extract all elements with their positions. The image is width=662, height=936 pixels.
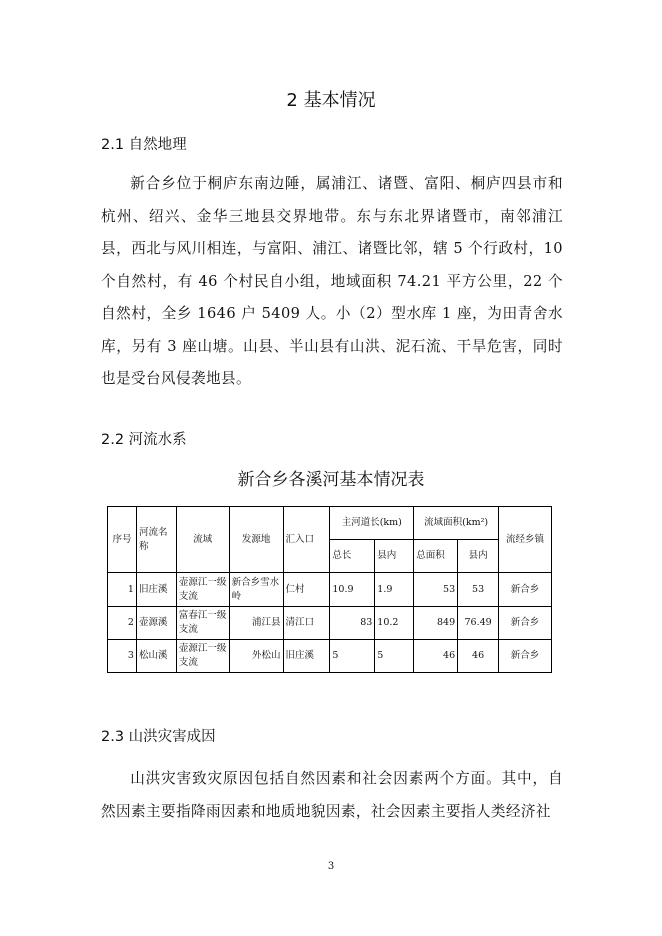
cell-river-name: 旧庄溪 bbox=[136, 573, 176, 607]
cell-river-name: 松山溪 bbox=[136, 640, 176, 673]
paragraph-natural-geography: 新合乡位于桐庐东南边陲，属浦江、诸暨、富阳、桐庐四县市和杭州、绍兴、金华三地县交界地带。东与东北界诸暨市，南邻浦江县，西北与风川相连，与富阳、浦江、诸暨比邻，辖 5 个行政村，10 个自然村，有 46 个村民自小组，地域面积 74.21 平方公里，22 个自然村，全乡 1646 户 5409 人。小（2）型水库 1 座，为田青舍水库，另有 3 座山塘。山县、半山县有山洪、泥石流、干旱危害，同时也是受台风侵袭地县。 bbox=[101, 175, 563, 387]
table-row bbox=[108, 640, 552, 673]
header-basin-area: 流域面积(km²) bbox=[414, 507, 499, 540]
cell-basin: 富春江一级支流 bbox=[176, 607, 229, 640]
cell-basin: 壶源江一级支流 bbox=[176, 573, 229, 607]
cell-basin: 壶源江一级支流 bbox=[176, 640, 229, 673]
cell-county-area: 76.49 bbox=[458, 607, 499, 640]
river-info-table bbox=[107, 506, 552, 673]
cell-total-length: 83 bbox=[330, 607, 375, 640]
cell-source: 外松山 bbox=[229, 640, 283, 673]
header-main-length: 主河道长(km) bbox=[330, 507, 414, 540]
header-total-length: 总长 bbox=[330, 540, 375, 573]
cell-towns: 新合乡 bbox=[499, 573, 552, 607]
cell-total-area: 46 bbox=[414, 640, 458, 673]
cell-total-area: 53 bbox=[414, 573, 458, 607]
header-river-name: 河流名称 bbox=[136, 507, 176, 573]
cell-seq: 2 bbox=[108, 607, 137, 640]
cell-total-length: 10.9 bbox=[330, 573, 375, 607]
cell-towns: 新合乡 bbox=[499, 607, 552, 640]
page-number: 3 bbox=[327, 861, 335, 872]
header-basin: 流域 bbox=[176, 507, 229, 573]
cell-river-name: 壶源溪 bbox=[136, 607, 176, 640]
cell-outlet: 清江口 bbox=[283, 607, 330, 640]
table-row bbox=[108, 573, 552, 607]
header-towns: 流经乡镇 bbox=[499, 507, 552, 573]
cell-towns: 新合乡 bbox=[499, 640, 552, 673]
cell-seq: 1 bbox=[108, 573, 137, 607]
header-total-area: 总面积 bbox=[414, 540, 458, 573]
table-row bbox=[108, 607, 552, 640]
paragraph-flood-causes: 山洪灾害致灾原因包括自然因素和社会因素两个方面。其中，自然因素主要指降雨因素和地质地貌因素，社会因素主要指人类经济社 bbox=[101, 770, 563, 820]
cell-county-length: 5 bbox=[375, 640, 414, 673]
cell-source: 新合乡雪水岭 bbox=[229, 573, 283, 607]
header-seq: 序号 bbox=[108, 507, 137, 573]
heading-2-2: 2.2 河流水系 bbox=[101, 432, 187, 448]
header-outlet: 汇入口 bbox=[283, 507, 330, 573]
cell-total-length: 5 bbox=[330, 640, 375, 673]
cell-total-area: 849 bbox=[414, 607, 458, 640]
table-title: 新合乡各溪河基本情况表 bbox=[237, 470, 425, 490]
cell-county-length: 10.2 bbox=[375, 607, 414, 640]
cell-outlet: 仁村 bbox=[283, 573, 330, 607]
header-county-length: 县内 bbox=[375, 540, 414, 573]
cell-county-length: 1.9 bbox=[375, 573, 414, 607]
cell-county-area: 53 bbox=[458, 573, 499, 607]
cell-county-area: 46 bbox=[458, 640, 499, 673]
header-county-area: 县内 bbox=[458, 540, 499, 573]
section-title: 2 基本情况 bbox=[286, 90, 376, 111]
heading-2-3: 2.3 山洪灾害成因 bbox=[101, 729, 216, 745]
cell-source: 浦江县 bbox=[229, 607, 283, 640]
cell-seq: 3 bbox=[108, 640, 137, 673]
header-source: 发源地 bbox=[229, 507, 283, 573]
cell-outlet: 旧庄溪 bbox=[283, 640, 330, 673]
heading-2-1: 2.1 自然地理 bbox=[101, 137, 187, 153]
